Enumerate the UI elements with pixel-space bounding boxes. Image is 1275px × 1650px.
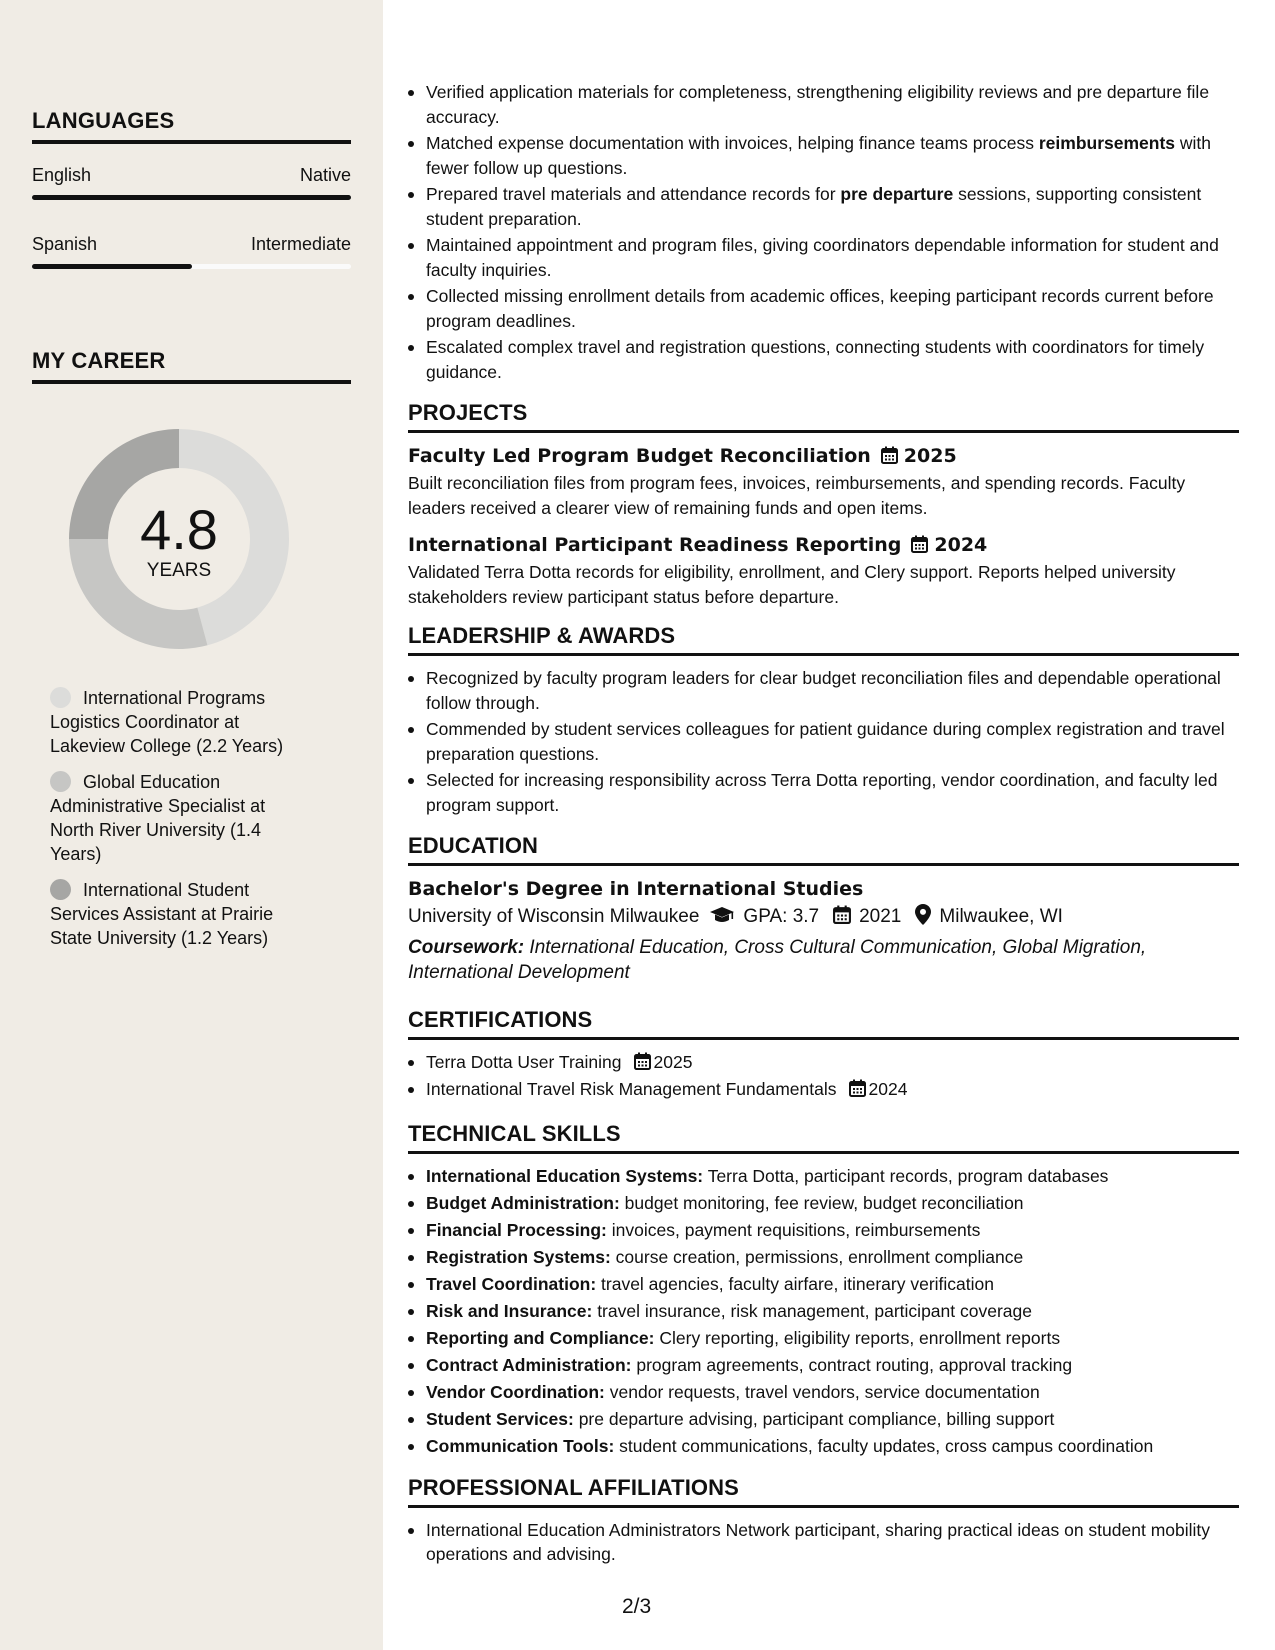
career-item bbox=[50, 686, 300, 758]
leadership-list bbox=[408, 666, 1239, 817]
project-title: Faculty Led Program Budget Reconciliation 2025 bbox=[408, 445, 957, 467]
calendar-icon bbox=[881, 446, 898, 464]
language-bar bbox=[32, 264, 351, 269]
leadership-item: Commended by student services colleagues for patient guidance during complex registration and travel preparation questions. bbox=[408, 717, 1239, 766]
project-description: Validated Terra Dotta records for eligibility, enrollment, and Clery support. Reports helped university stakeholders review participant status before departure. bbox=[408, 562, 1176, 607]
main-content bbox=[408, 80, 1239, 1567]
education-year: 2021 bbox=[859, 906, 902, 927]
career-item bbox=[50, 770, 300, 866]
calendar-icon bbox=[634, 1052, 651, 1070]
certification-year: 2025 bbox=[653, 1052, 693, 1072]
career-legend-dot bbox=[50, 771, 71, 792]
leadership-item: Selected for increasing responsibility across Terra Dotta reporting, vendor coordination, and faculty led program support. bbox=[408, 768, 1239, 817]
career-list bbox=[50, 686, 300, 962]
project-title: International Participant Readiness Reporting 2024 bbox=[408, 534, 988, 556]
education-degree: Bachelor's Degree in International Studies bbox=[408, 878, 864, 900]
location-pin-icon bbox=[915, 904, 931, 925]
sidebar bbox=[0, 0, 383, 1650]
skill-item: Contract Administration: program agreements, contract routing, approval tracking bbox=[408, 1353, 1239, 1378]
career-item-text: Global Education Administrative Specialist at North River University (1.4 Years) bbox=[50, 772, 266, 864]
project-year: 2024 bbox=[934, 534, 988, 556]
affiliations-heading: PROFESSIONAL AFFILIATIONS bbox=[408, 1475, 1239, 1508]
experience-bullet: Matched expense documentation with invoices, helping finance teams process reimbursements with fewer follow up questions. bbox=[408, 131, 1239, 180]
leadership-item: Recognized by faculty program leaders for clear budget reconciliation files and dependable operational follow through. bbox=[408, 666, 1239, 715]
career-heading: MY CAREER bbox=[32, 348, 351, 384]
education-gpa: GPA: 3.7 bbox=[743, 906, 820, 927]
experience-bullet: Collected missing enrollment details from academic offices, keeping participant records current before program deadlines. bbox=[408, 284, 1239, 333]
skill-item: Communication Tools: student communications, faculty updates, cross campus coordination bbox=[408, 1434, 1239, 1459]
career-total-years: 4.8 bbox=[140, 498, 218, 561]
education-heading: EDUCATION bbox=[408, 833, 1239, 866]
calendar-icon bbox=[833, 905, 851, 924]
skill-item: International Education Systems: Terra Dotta, participant records, program databases bbox=[408, 1164, 1239, 1189]
skill-item: Reporting and Compliance: Clery reporting, eligibility reports, enrollment reports bbox=[408, 1326, 1239, 1351]
language-bar bbox=[32, 195, 351, 200]
affiliation-item: International Education Administrators Network participant, sharing practical ideas on student mobility operations and advising. bbox=[408, 1518, 1239, 1567]
calendar-icon bbox=[849, 1079, 866, 1097]
language-row-spanish bbox=[32, 234, 351, 284]
language-name: English bbox=[32, 165, 92, 185]
language-level: Intermediate bbox=[250, 234, 351, 254]
career-legend-dot bbox=[50, 879, 71, 900]
experience-bullets bbox=[408, 80, 1239, 384]
skill-item: Financial Processing: invoices, payment requisitions, reimbursements bbox=[408, 1218, 1239, 1243]
affiliations-list bbox=[408, 1518, 1239, 1567]
projects-heading: PROJECTS bbox=[408, 400, 1239, 433]
career-item-text: International Student Services Assistant at Prairie State University (1.2 Years) bbox=[50, 880, 274, 948]
skill-item: Vendor Coordination: vendor requests, travel vendors, service documentation bbox=[408, 1380, 1239, 1405]
experience-bullet: Escalated complex travel and registration questions, connecting students with coordinators for timely guidance. bbox=[408, 335, 1239, 384]
certification-year: 2024 bbox=[868, 1078, 908, 1099]
coursework-label: Coursework: bbox=[408, 937, 525, 958]
skill-item: Budget Administration: budget monitoring, fee review, budget reconciliation bbox=[408, 1191, 1239, 1216]
language-name: Spanish bbox=[32, 234, 98, 254]
experience-bullet: Maintained appointment and program files, giving coordinators dependable information for student and faculty inquiries. bbox=[408, 233, 1239, 282]
experience-bullet: Verified application materials for completeness, strengthening eligibility reviews and pre departure file accuracy. bbox=[408, 80, 1239, 129]
skill-item: Student Services: pre departure advising, participant compliance, billing support bbox=[408, 1407, 1239, 1432]
technical-skills-list bbox=[408, 1164, 1239, 1459]
language-level: Native bbox=[299, 165, 351, 185]
career-item bbox=[50, 878, 300, 950]
project-description: Built reconciliation files from program fees, invoices, reimbursements, and spending records. Faculty leaders received a clearer view of remaining funds and open items. bbox=[408, 473, 1186, 518]
leadership-heading: LEADERSHIP & AWARDS bbox=[408, 623, 1239, 656]
experience-bullet: Prepared travel materials and attendance records for pre departure sessions, supporting consistent student preparation. bbox=[408, 182, 1239, 231]
education-school: University of Wisconsin Milwaukee bbox=[408, 906, 700, 927]
certifications-list bbox=[408, 1050, 1239, 1101]
education-meta bbox=[408, 902, 1239, 932]
language-bar-fill bbox=[32, 264, 192, 269]
graduation-cap-icon bbox=[709, 905, 735, 925]
certifications-heading: CERTIFICATIONS bbox=[408, 1007, 1239, 1040]
project-year: 2025 bbox=[903, 445, 957, 467]
language-bar-fill bbox=[32, 195, 351, 200]
certification-item: International Travel Risk Management Fundamentals 2024 bbox=[408, 1077, 1239, 1102]
technical-skills-heading: TECHNICAL SKILLS bbox=[408, 1121, 1239, 1154]
languages-heading: LANGUAGES bbox=[32, 108, 351, 144]
calendar-icon bbox=[911, 535, 928, 553]
education-coursework bbox=[408, 936, 1239, 985]
language-row-english bbox=[32, 165, 351, 215]
education-location: Milwaukee, WI bbox=[939, 906, 1063, 927]
coursework-text: International Education, Cross Cultural Communication, Global Migration, International Development bbox=[408, 937, 1147, 983]
career-item-text: International Programs Logistics Coordinator at Lakeview College (2.2 Years) bbox=[50, 688, 284, 756]
skill-item: Risk and Insurance: travel insurance, risk management, participant coverage bbox=[408, 1299, 1239, 1324]
skill-item: Travel Coordination: travel agencies, faculty airfare, itinerary verification bbox=[408, 1272, 1239, 1297]
career-total-unit: YEARS bbox=[146, 560, 212, 581]
page-number: 2/3 bbox=[622, 1595, 652, 1618]
skill-item: Registration Systems: course creation, permissions, enrollment compliance bbox=[408, 1245, 1239, 1270]
career-legend-dot bbox=[50, 687, 71, 708]
certification-item: Terra Dotta User Training 2025 bbox=[408, 1050, 1239, 1075]
